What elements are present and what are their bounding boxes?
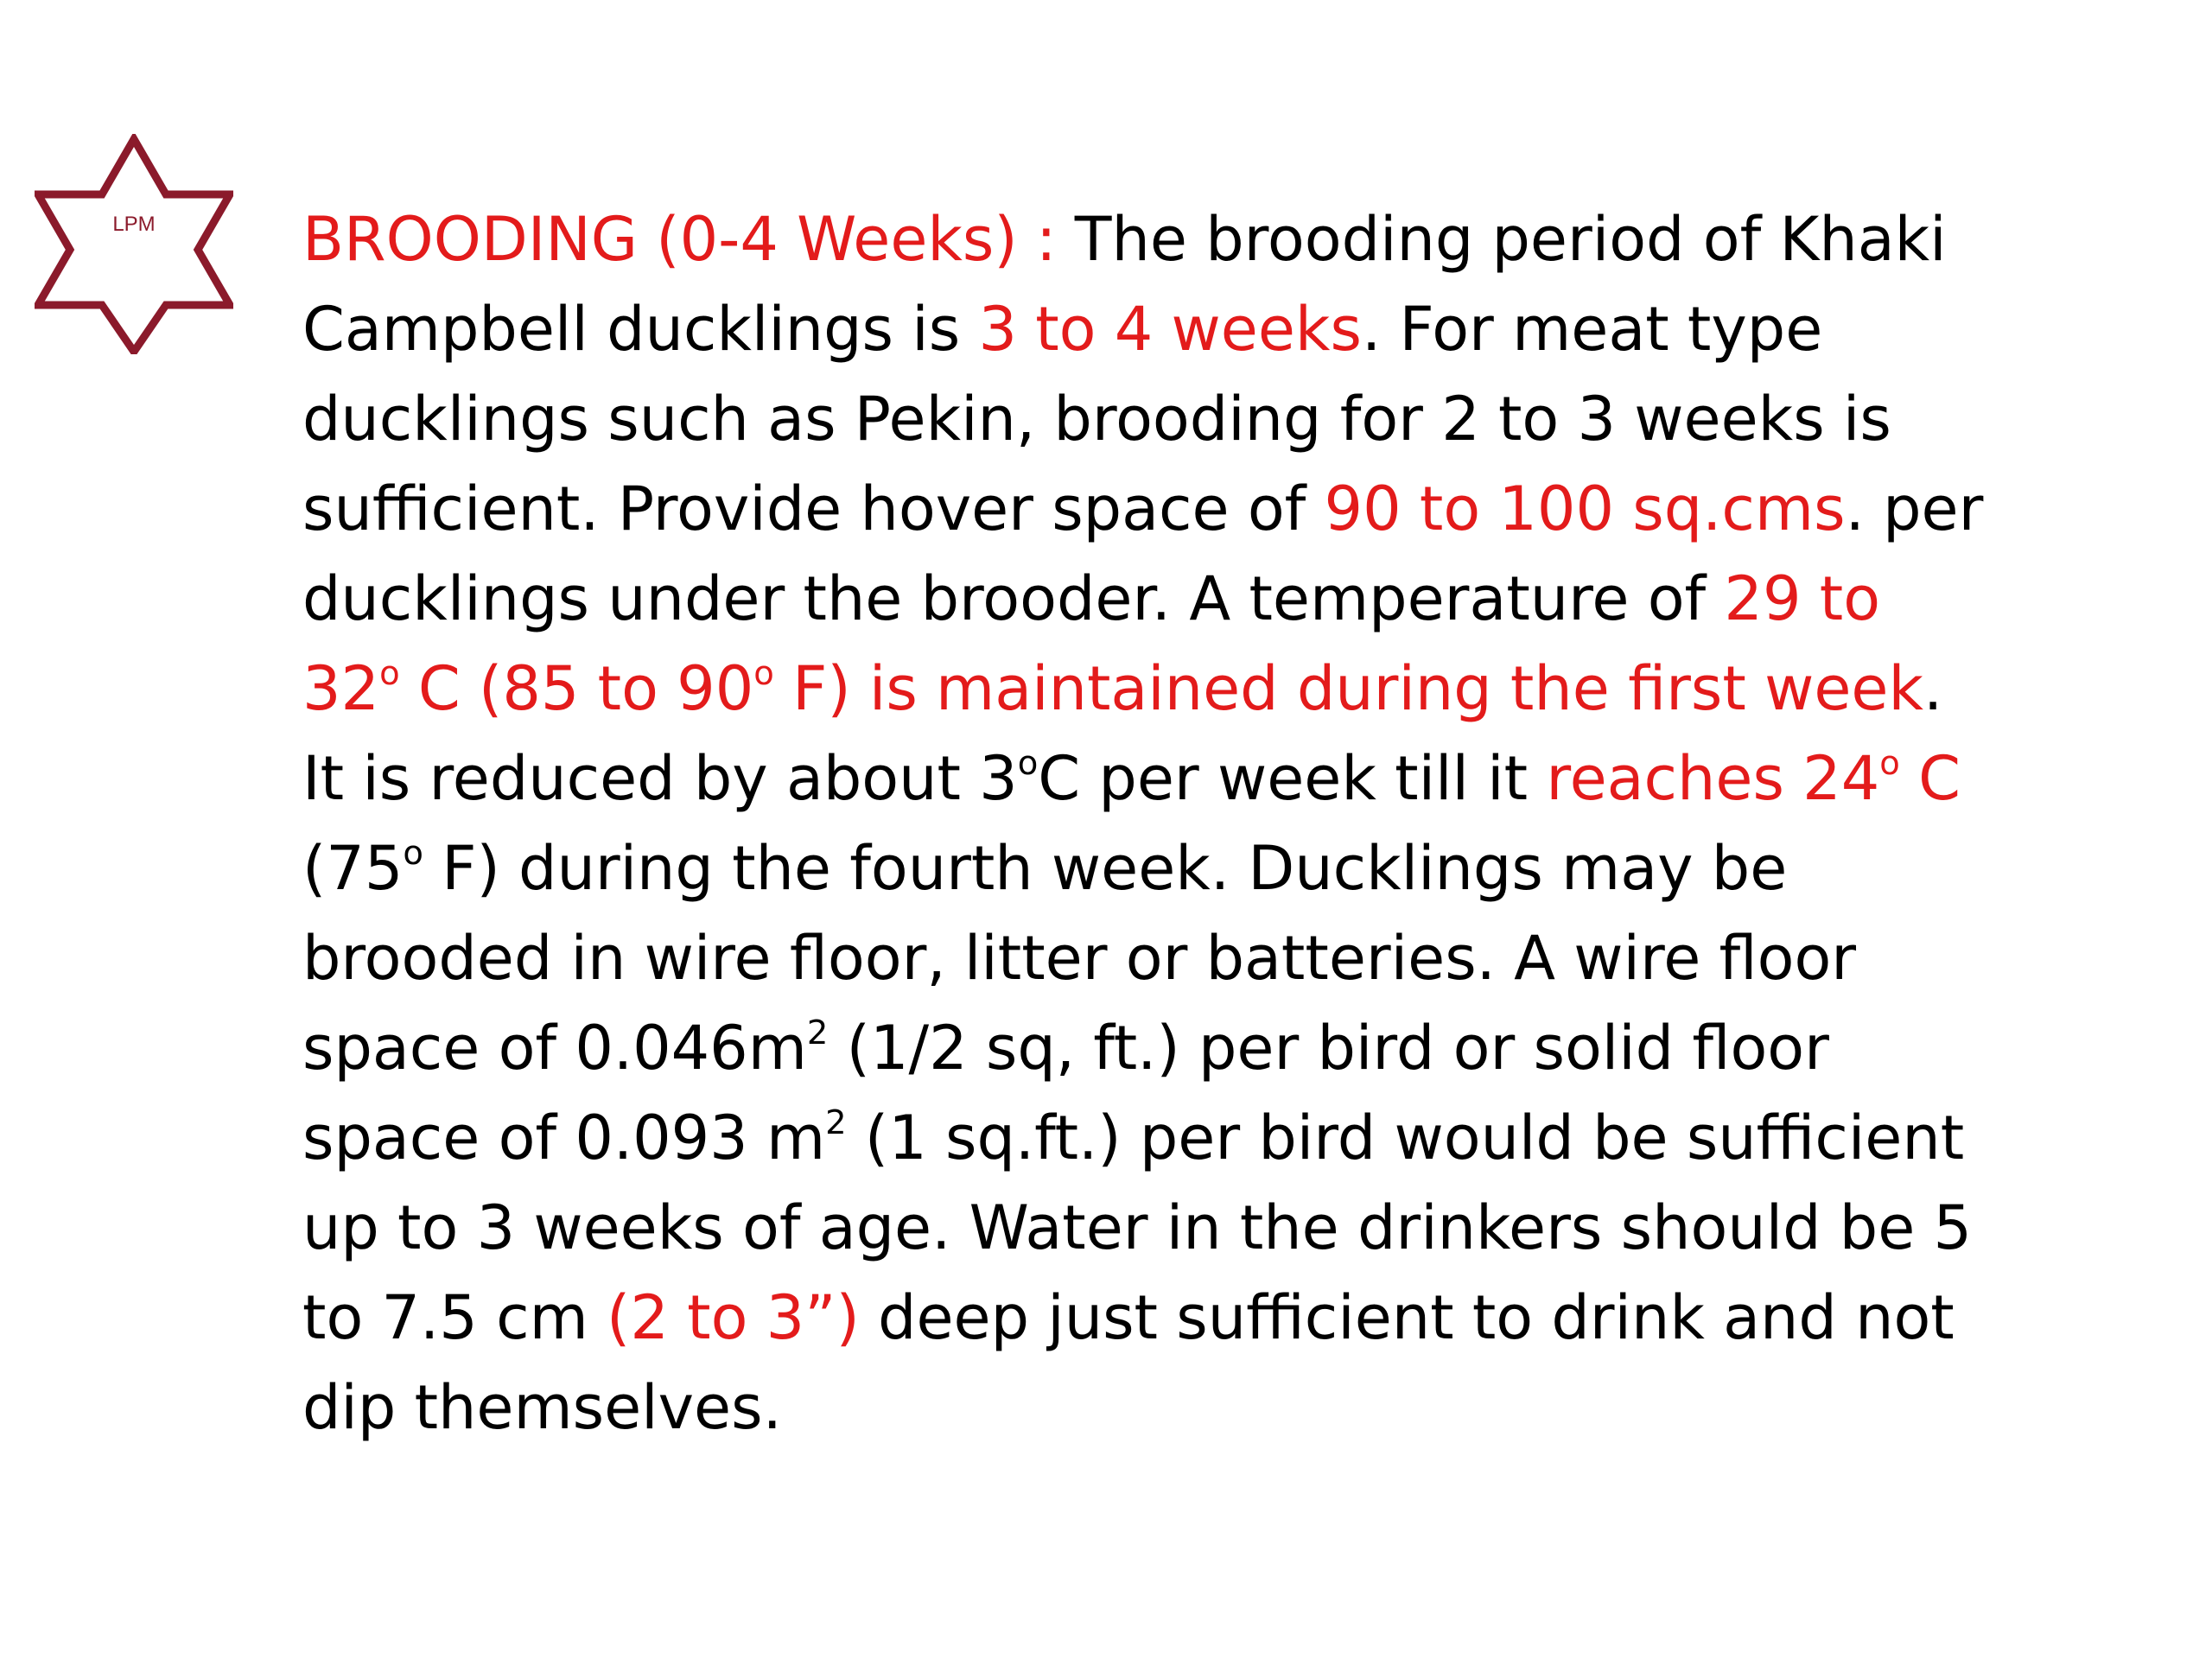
superscript-run: o xyxy=(1017,744,1039,784)
text-run: (1 sq.ft.) per bird would be sufficient xyxy=(846,1103,1965,1173)
text-line xyxy=(302,464,2039,554)
text-line xyxy=(302,823,2039,913)
superscript-run: o xyxy=(403,834,423,874)
text-run: ducklings such as Pekin, brooding for 2 to 3 weeks is xyxy=(302,384,1891,454)
text-run: space of 0.046m xyxy=(302,1013,807,1084)
text-run: . For meat type xyxy=(1361,294,1823,365)
text-run: . xyxy=(1923,653,1943,724)
text-run: . per xyxy=(1845,474,1984,544)
highlighted-run: BROODING (0-4 Weeks) : xyxy=(302,204,1057,275)
text-run: The brooding period of Khaki xyxy=(1056,204,1947,275)
highlighted-run: 90 to 100 sq.cms xyxy=(1324,474,1846,544)
superscript-run: 2 xyxy=(806,1014,829,1053)
text-line xyxy=(302,1273,2039,1363)
text-run: C per week till it xyxy=(1038,743,1547,814)
highlighted-run: reaches 24 xyxy=(1546,743,1880,814)
text-run: to 7.5 cm xyxy=(302,1282,607,1353)
highlighted-run: C (85 to 90 xyxy=(399,653,754,724)
text-line xyxy=(302,1183,2039,1273)
text-run: up to 3 weeks of age. Water in the drinkers should be 5 xyxy=(302,1192,1973,1263)
text-run: brooded in wire floor, litter or batteries. A wire floor xyxy=(302,923,1857,994)
text-run: deep just sufficient to drink and not xyxy=(859,1282,1955,1353)
text-line xyxy=(302,1003,2039,1093)
highlighted-run: 3 to 4 weeks xyxy=(978,294,1362,365)
text-run: space of 0.093 m xyxy=(302,1103,826,1173)
text-line xyxy=(302,284,2039,374)
text-run: ducklings under the brooder. A temperature of xyxy=(302,563,1725,634)
text-line xyxy=(302,374,2039,464)
highlighted-run: 29 to xyxy=(1724,563,1881,634)
text-line xyxy=(302,554,2039,644)
text-run: It is reduced by about 3 xyxy=(302,743,1018,814)
superscript-run: o xyxy=(753,654,774,694)
text-run: dip themselves. xyxy=(302,1372,782,1443)
text-line xyxy=(302,194,2039,284)
highlighted-run: F) is maintained during the first week xyxy=(773,653,1924,724)
superscript-run: 2 xyxy=(825,1103,847,1143)
text-run: (1/2 sq, ft.) per bird or solid floor xyxy=(828,1013,1829,1084)
text-line xyxy=(302,734,2039,823)
text-line xyxy=(302,644,2039,734)
brooding-paragraph xyxy=(302,194,2039,1452)
text-line xyxy=(302,1363,2039,1452)
logo-text: LPM xyxy=(112,213,156,236)
highlighted-run: C xyxy=(1899,743,1961,814)
text-line xyxy=(302,1093,2039,1183)
star-outline xyxy=(38,139,230,352)
text-run: sufficient. Provide hover space of xyxy=(302,474,1325,544)
highlighted-run: (2 to 3”) xyxy=(607,1282,860,1353)
superscript-run: o xyxy=(379,654,400,694)
lpm-star-logo xyxy=(35,134,233,354)
text-run: F) during the fourth week. Ducklings may be xyxy=(423,833,1788,904)
text-run: Campbell ducklings is xyxy=(302,294,979,365)
text-run: (75 xyxy=(302,833,404,904)
star-of-david-icon xyxy=(35,134,233,354)
text-line xyxy=(302,913,2039,1003)
superscript-run: o xyxy=(1879,744,1900,784)
highlighted-run: 32 xyxy=(302,653,380,724)
